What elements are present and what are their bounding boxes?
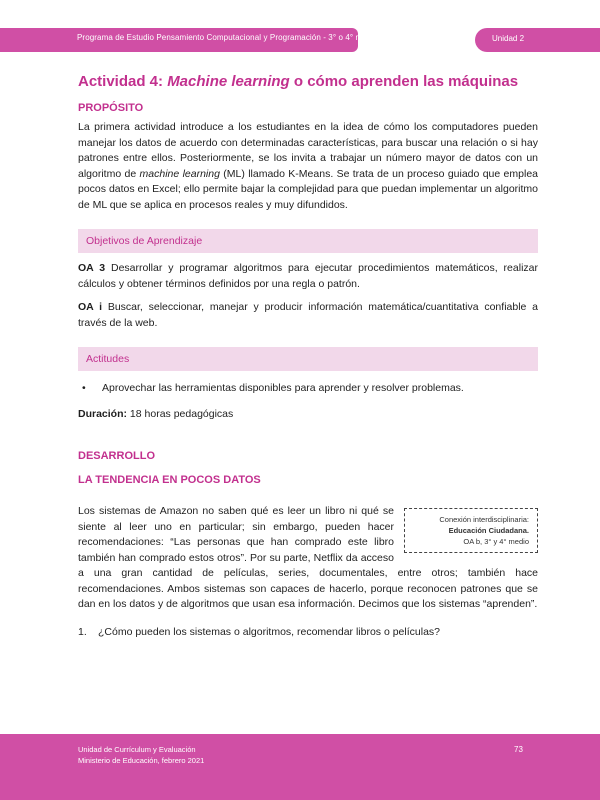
question-number: 1. bbox=[78, 625, 87, 638]
purpose-paragraph bbox=[78, 120, 538, 213]
box-subject-text: Educación Ciudadana. bbox=[448, 526, 529, 535]
activity-title-suffix: o cómo aprenden las máquinas bbox=[289, 73, 519, 90]
oa3-code: OA 3 bbox=[78, 262, 106, 274]
development-heading: DESARROLLO bbox=[78, 450, 155, 462]
footer-bar bbox=[0, 734, 600, 800]
objectives-heading: Objetivos de Aprendizaje bbox=[86, 235, 203, 247]
question-item bbox=[78, 625, 538, 640]
attitudes-band bbox=[78, 347, 538, 371]
trend-section bbox=[78, 504, 538, 613]
purpose-text-2: (ML) llamado K-Means. Se trata de un proceso guiado que emplea pocos datos en Excel; ello permite bajar la complejidad para que puedan implementar un algoritmo de ML que se aplica en procesos reales y muy difundidos. bbox=[78, 167, 538, 211]
box-subject bbox=[413, 525, 529, 536]
box-oa: OA b, 3° y 4° medio bbox=[463, 537, 529, 546]
oa3-text: Desarrollar y programar algoritmos para ejecutar procedimientos matemáticos, realizar cálculos y obtener términos definidos por una regla o patrón. bbox=[78, 262, 538, 290]
interdisciplinary-box bbox=[404, 508, 538, 553]
footer-ministry: Ministerio de Educación, febrero 2021 bbox=[78, 756, 205, 765]
question-text: ¿Cómo pueden los sistemas o algoritmos, recomendar libros o películas? bbox=[98, 625, 440, 638]
objective-oai bbox=[78, 300, 538, 331]
purpose-text-1: La primera actividad introduce a los estudiantes en la idea de cómo los computadores pueden manejar los datos de acuerdo con determinadas características, para buscar una relación o si hay patrones entre ellos. Posteriormente, se los invita a trabajar un número mayor de datos con un algoritmo de bbox=[78, 121, 538, 180]
page-content bbox=[78, 72, 538, 640]
footer-unit: Unidad de Currículum y Evaluación bbox=[78, 745, 196, 754]
trend-paragraph: Los sistemas de Amazon no saben qué es leer un libro ni qué se siente al leer uno en particular; sin embargo, pueden hacer recomendaciones: “Las personas que han comprado este libro también han comprado estos otros”. Por su parte, Netflix da acceso a una gran cantidad de películas, series, documentales, entre otros; también hace recomendaciones. Ambos sistemas son capaces de hacerlo, porque reconocen patrones que se dan en los datos y de algoritmos que usan esa información. Decimos que los sistemas “aprenden”. bbox=[78, 505, 538, 610]
objectives-band bbox=[78, 229, 538, 253]
duration bbox=[78, 408, 538, 420]
activity-title bbox=[78, 72, 538, 92]
duration-label: Duración: bbox=[78, 408, 128, 420]
box-label: Conexión interdisciplinaria: bbox=[439, 515, 529, 524]
oai-text: Buscar, seleccionar, manejar y producir información matemática/cuantitativa confiable a través de la web. bbox=[78, 301, 538, 329]
bullet-icon: • bbox=[82, 382, 86, 394]
oai-code: OA i bbox=[78, 301, 103, 313]
duration-value: 18 horas pedagógicas bbox=[127, 408, 234, 420]
purpose-heading: PROPÓSITO bbox=[78, 102, 144, 114]
objective-oa3 bbox=[78, 261, 538, 292]
attitude-text: Aprovechar las herramientas disponibles para aprender y resolver problemas. bbox=[102, 382, 464, 394]
program-title: Programa de Estudio Pensamiento Computacional y Programación - 3° o 4° medio bbox=[77, 33, 378, 42]
attitude-list-item bbox=[78, 381, 538, 396]
trend-heading: LA TENDENCIA EN POCOS DATOS bbox=[78, 474, 261, 486]
purpose-text-italic: machine learning bbox=[139, 167, 220, 180]
attitudes-heading: Actitudes bbox=[86, 353, 130, 365]
activity-title-italic: Machine learning bbox=[167, 73, 290, 90]
activity-title-prefix: Actividad 4: bbox=[78, 73, 168, 90]
unit-label: Unidad 2 bbox=[492, 34, 525, 43]
page-number: 73 bbox=[514, 745, 523, 754]
